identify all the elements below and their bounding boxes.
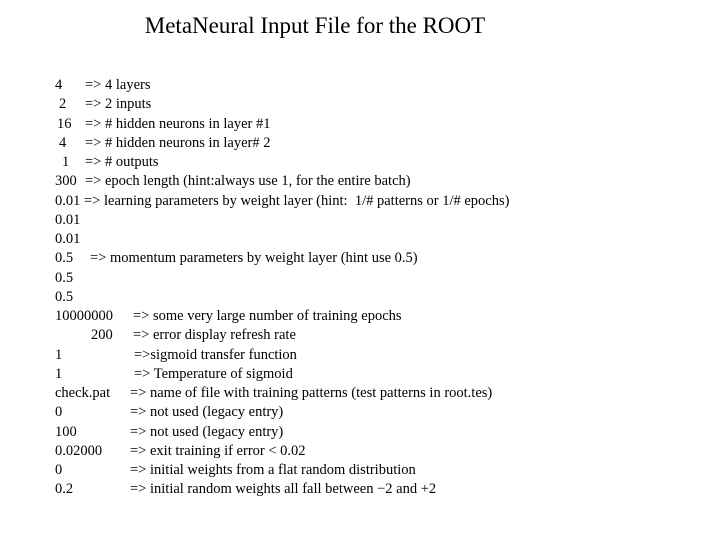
parameter-description: => not used (legacy entry) — [130, 404, 284, 420]
parameter-value: 0.5 — [55, 270, 74, 286]
parameter-value: 0.01 — [55, 231, 81, 247]
parameter-value: 100 — [55, 424, 77, 440]
parameter-description: => 4 layers — [85, 77, 151, 93]
parameter-description: => # hidden neurons in layer# 2 — [85, 135, 271, 151]
parameter-description: => # outputs — [85, 154, 159, 170]
parameter-description: => not used (legacy entry) — [130, 424, 284, 440]
parameter-value: 0.5 — [55, 289, 74, 305]
parameter-description: => name of file with training patterns (test patterns in root.tes) — [130, 385, 493, 401]
parameter-value: 0.2 — [55, 481, 74, 497]
parameter-description: => momentum parameters by weight layer (hint use 0.5) — [90, 250, 418, 266]
parameter-value: 200 — [91, 327, 113, 343]
parameter-value: 0.02000 — [55, 443, 103, 459]
parameter-description: => Temperature of sigmoid — [134, 366, 293, 382]
parameter-value: 2 — [59, 96, 67, 112]
parameter-value: 0 — [55, 404, 63, 420]
parameter-value: 4 — [59, 135, 67, 151]
parameter-description: => initial random weights all fall between −2 and +2 — [130, 481, 437, 497]
parameter-value: 16 — [57, 116, 72, 132]
parameter-value: 10000000 — [55, 308, 113, 324]
parameter-value: 0.5 — [55, 250, 74, 266]
parameter-description: => learning parameters by weight layer (hint: 1/# patterns or 1/# epochs) — [84, 193, 510, 209]
parameter-value: 0.01 — [55, 193, 81, 209]
parameter-value: 1 — [62, 154, 70, 170]
parameter-value: check.pat — [55, 385, 111, 401]
parameter-description: => epoch length (hint:always use 1, for the entire batch) — [85, 173, 411, 189]
parameter-description: => # hidden neurons in layer #1 — [85, 116, 271, 132]
parameter-description: => exit training if error < 0.02 — [130, 443, 306, 459]
page-title: MetaNeural Input File for the ROOT — [144, 13, 486, 38]
parameter-value: 0.01 — [55, 212, 81, 228]
parameter-value: 1 — [55, 347, 63, 363]
parameter-description: => 2 inputs — [85, 96, 152, 112]
parameter-description: => some very large number of training epochs — [133, 308, 402, 324]
parameter-description: =>sigmoid transfer function — [134, 347, 297, 363]
parameter-value: 300 — [55, 173, 77, 189]
parameter-description: => initial weights from a flat random distribution — [130, 462, 416, 478]
parameter-value: 0 — [55, 462, 63, 478]
parameter-description: => error display refresh rate — [133, 327, 296, 343]
parameter-value: 1 — [55, 366, 63, 382]
parameter-value: 4 — [55, 77, 63, 93]
